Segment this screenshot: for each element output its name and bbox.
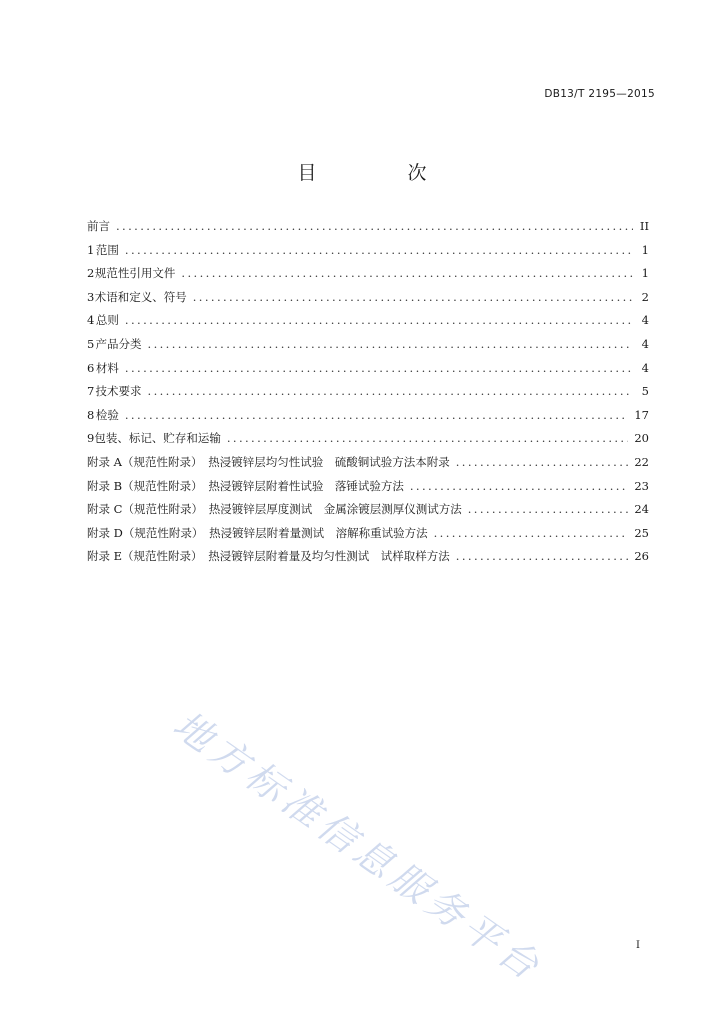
toc-entry-page: 5	[641, 384, 649, 399]
toc-entry-page: 4	[641, 336, 649, 351]
toc-entry-page: 1	[641, 242, 649, 257]
toc-leader-dots	[181, 266, 633, 280]
toc-entry-number: 4	[87, 313, 95, 328]
toc-entry-number: 5	[87, 336, 95, 351]
toc-entry[interactable]	[87, 430, 649, 454]
toc-entry-text: 材料	[95, 360, 119, 375]
toc-entry[interactable]	[87, 289, 649, 313]
toc-entry-text: 检验	[95, 407, 119, 422]
toc-entry-number: 2	[87, 266, 95, 281]
toc-entry-page: 23	[634, 478, 649, 493]
toc-entry-text: 产品分类	[95, 336, 142, 351]
toc-entry-text: 附录 C（规范性附录） 热浸镀锌层厚度测试 金属涂镀层测厚仪测试方法	[87, 502, 462, 517]
toc-entry-page: 2	[641, 289, 649, 304]
toc-entry[interactable]	[87, 478, 649, 502]
watermark: 地方标准信息服务平台	[165, 702, 552, 991]
toc-entry-text: 附录 D（规范性附录） 热浸镀锌层附着量测试 溶解称重试验方法	[87, 525, 428, 540]
toc-entry[interactable]	[87, 454, 649, 478]
toc-leader-dots	[148, 384, 633, 398]
toc-entry-page: 17	[634, 407, 649, 422]
toc-leader-dots	[125, 361, 633, 375]
toc-entry[interactable]	[87, 265, 649, 289]
toc-entry-page: II	[639, 219, 649, 233]
toc-entry-page: 20	[634, 431, 649, 446]
toc-leader-dots	[456, 455, 629, 469]
toc-entry[interactable]	[87, 336, 649, 360]
toc-entry[interactable]	[87, 218, 649, 242]
toc-entry-number: 9	[87, 431, 95, 446]
toc-entry-page: 25	[634, 525, 649, 540]
toc-leader-dots	[125, 313, 633, 327]
toc-entry-text: 总则	[95, 313, 119, 328]
toc-title: 目 次	[297, 162, 463, 184]
toc-entry-text: 附录 B（规范性附录） 热浸镀锌层附着性试验 落锤试验方法	[87, 478, 404, 493]
toc-leader-dots	[434, 526, 629, 540]
toc-entry-text: 范围	[95, 242, 119, 257]
toc-entry-number: 6	[87, 360, 95, 375]
toc-entry-text: 包装、标记、贮存和运输	[94, 431, 221, 446]
toc-entry[interactable]	[87, 383, 649, 407]
toc-leader-dots	[148, 337, 633, 351]
toc-entry-page: 22	[634, 454, 649, 469]
toc-entry-text: 规范性引用文件	[94, 266, 176, 281]
standard-code: DB13/T 2195—2015	[544, 88, 655, 100]
toc-entry-text: 前言	[87, 219, 110, 233]
toc-entry-text: 技术要求	[95, 384, 142, 399]
toc-leader-dots	[125, 408, 629, 422]
toc-leader-dots	[468, 502, 629, 516]
toc-leader-dots	[193, 290, 633, 304]
toc-entry-page: 26	[634, 549, 649, 564]
toc-entry-text: 附录 A（规范性附录） 热浸镀锌层均匀性试验 硫酸铜试验方法本附录	[87, 454, 450, 469]
toc-entry-page: 4	[641, 313, 649, 328]
toc-leader-dots	[227, 431, 629, 445]
toc-leader-dots	[125, 243, 633, 257]
toc-entry-number: 1	[87, 242, 95, 257]
toc-entry[interactable]	[87, 407, 649, 431]
toc-entry[interactable]	[87, 525, 649, 549]
table-of-contents	[87, 218, 649, 572]
toc-entry-page: 4	[641, 360, 649, 375]
toc-leader-dots	[116, 219, 633, 233]
toc-entry-page: 1	[641, 266, 649, 281]
toc-entry-number: 8	[87, 407, 95, 422]
toc-entry-text: 附录 E（规范性附录） 热浸镀锌层附着量及均匀性测试 试样取样方法	[87, 549, 450, 564]
toc-entry[interactable]	[87, 548, 649, 572]
toc-entry-number: 7	[87, 384, 95, 399]
toc-leader-dots	[456, 549, 629, 563]
page-number: I	[636, 940, 640, 951]
toc-entry[interactable]	[87, 360, 649, 384]
toc-entry-number: 3	[87, 289, 95, 304]
toc-leader-dots	[410, 479, 629, 493]
toc-entry[interactable]	[87, 501, 649, 525]
toc-entry[interactable]	[87, 312, 649, 336]
toc-entry-page: 24	[634, 502, 649, 517]
toc-entry-text: 术语和定义、符号	[94, 289, 187, 304]
toc-entry[interactable]	[87, 242, 649, 266]
